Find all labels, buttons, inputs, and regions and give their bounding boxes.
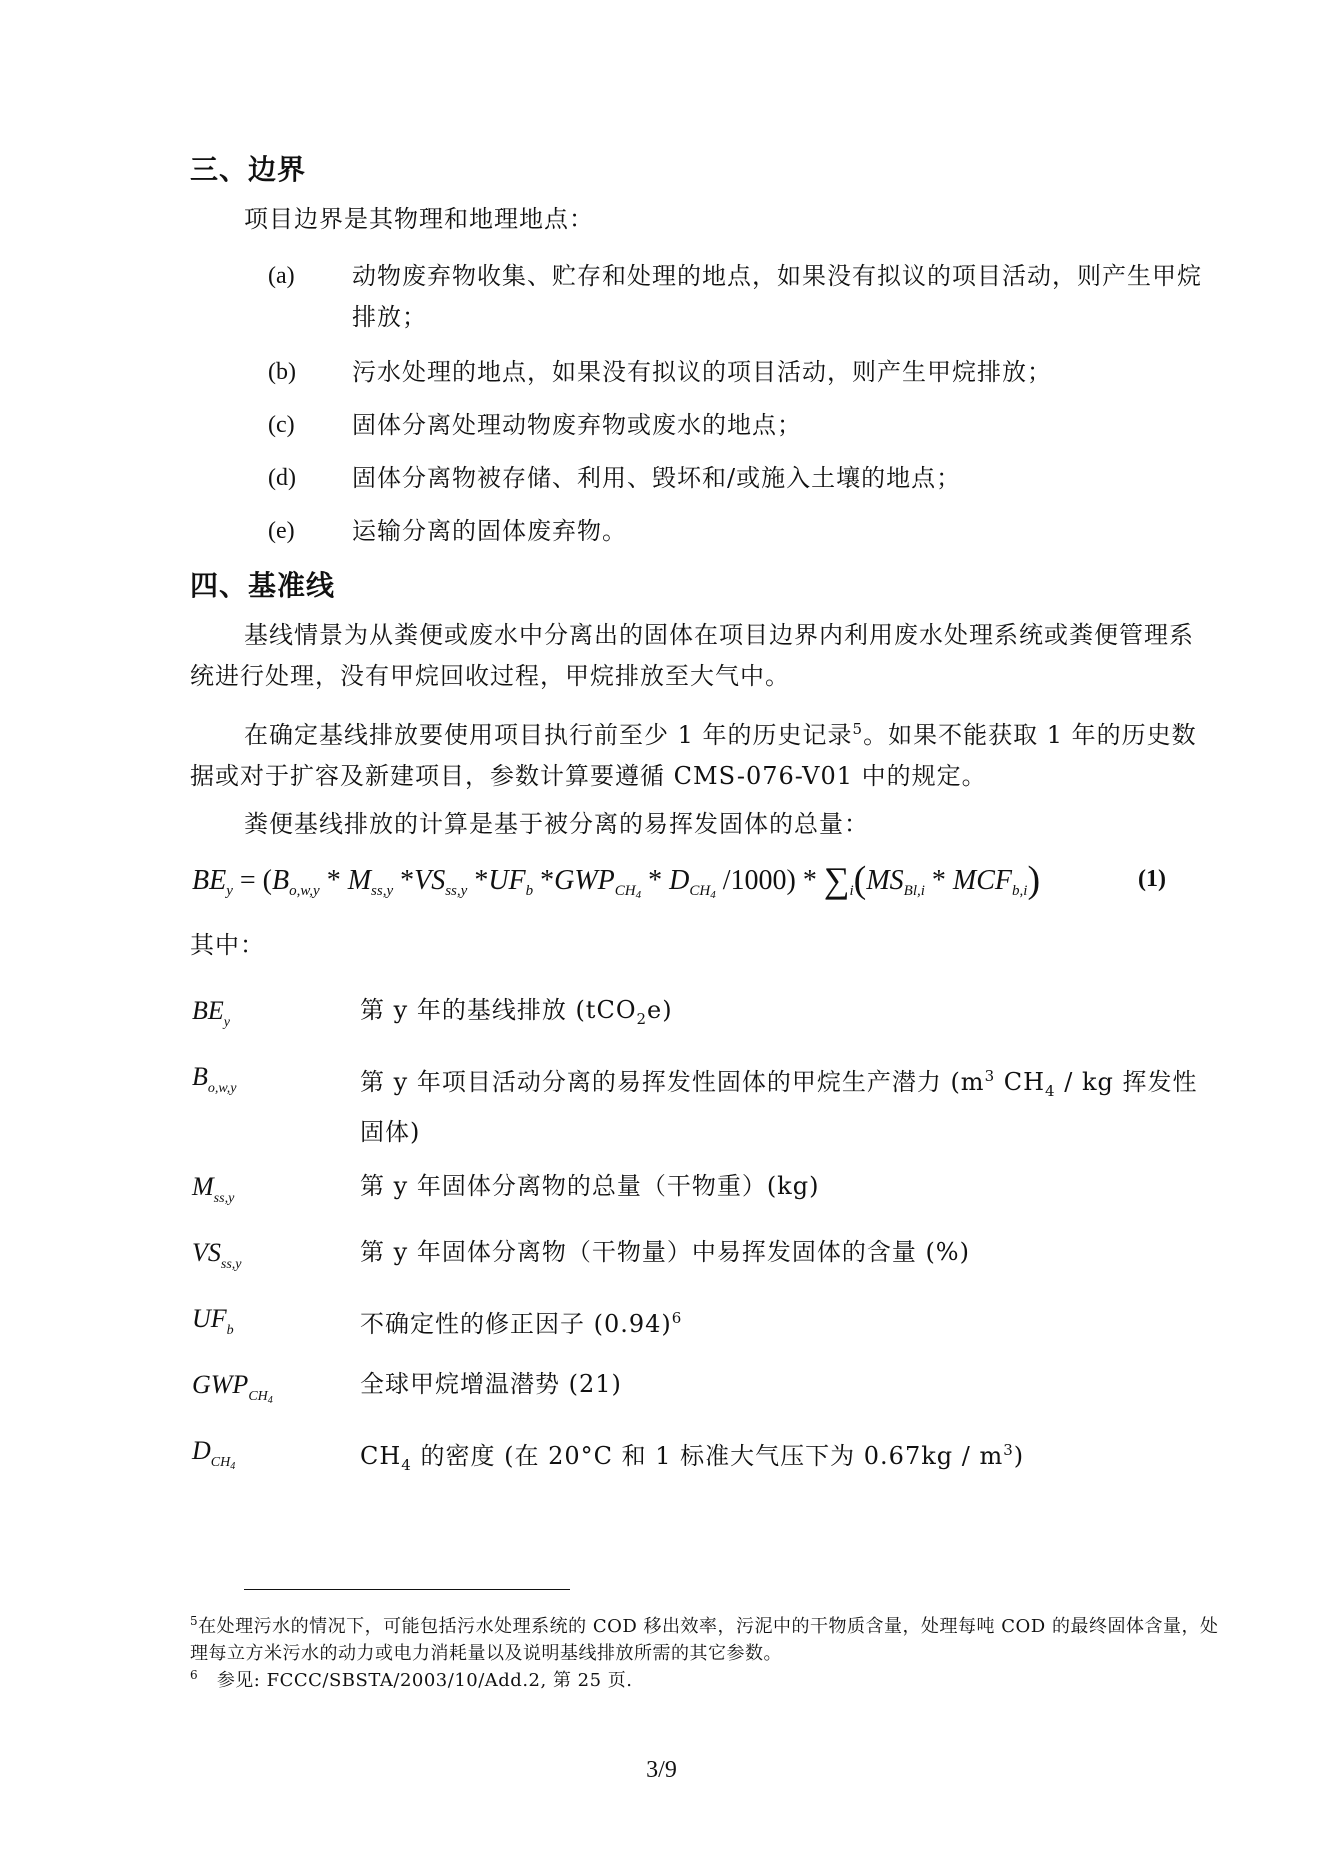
symbol-be-y: $BE_y$	[192, 996, 230, 1030]
definition-m-ssy	[192, 1166, 1222, 1207]
footnote-6	[190, 1662, 1220, 1694]
item-label: (b)	[268, 359, 296, 385]
footnote-mark: 5	[190, 1614, 199, 1628]
definition-text: $CH_4$ 的密度 (在 20°C 和 1 标准大气压下为 $0.67kg / m^3$)	[360, 1441, 1025, 1474]
item-text: 固体分离处理动物废弃物或废水的地点；	[352, 411, 802, 439]
baseline-emission-formula: $BE_y = (B_{o,w,y} * M_{ss,y}$ $*VS_{ss,y}$ $*UF_b$ $*GWP_{CH_4} * D_{CH_4}$ $/1000) * \sum_i(MS_{Bl,i} * MCF_{b,i})$	[192, 859, 1041, 901]
footnote-ref-5: 5	[852, 720, 864, 738]
paragraph-text: 在确定基线排放要使用项目执行前至少 1 年的历史记录	[244, 721, 853, 749]
where-label: 其中：	[190, 931, 265, 959]
boundary-item-c	[268, 405, 1218, 446]
boundary-item-e	[268, 511, 1218, 552]
section-heading-boundary: 三、边界	[190, 153, 307, 186]
symbol-b-owy: $B_{o,w,y}$	[192, 1062, 237, 1096]
definition-uf-b	[192, 1298, 1222, 1345]
item-text: 动物废弃物收集、贮存和处理的地点，如果没有拟议的项目活动，则产生甲烷排放；	[352, 262, 1202, 331]
boundary-intro: 项目边界是其物理和地理地点：	[244, 205, 594, 233]
boundary-item-a	[268, 256, 1218, 338]
symbol-uf-b: $UF_b$	[192, 1304, 234, 1338]
boundary-item-d	[268, 458, 1218, 499]
symbol-vs-ssy: $VS_{ss,y}$	[192, 1238, 242, 1272]
definition-text: 全球甲烷增温潜势 (21)	[360, 1370, 622, 1398]
definition-be-y	[192, 990, 1222, 1040]
baseline-paragraph-3: 粪便基线排放的计算是基于被分离的易挥发固体的总量：	[244, 810, 869, 838]
section-heading-baseline: 四、基准线	[190, 569, 336, 602]
page-number: 3/9	[646, 1757, 677, 1783]
definition-gwp-ch4	[192, 1364, 1222, 1405]
definition-b-owy	[192, 1056, 1222, 1153]
definition-text: 第 y 年固体分离物的总量（干物重）(kg)	[360, 1172, 820, 1200]
footnote-text: 参见: FCCC/SBSTA/2003/10/Add.2, 第 25 页.	[216, 1670, 633, 1691]
definition-text: 第 y 年项目活动分离的易挥发性固体的甲烷生产潜力 ($m^3$ $CH_4$ / kg 挥发性固体)	[360, 1067, 1198, 1146]
definition-vs-ssy	[192, 1232, 1222, 1273]
boundary-item-b	[268, 352, 1218, 393]
item-label: (a)	[268, 263, 295, 289]
equation-number: (1)	[1138, 866, 1166, 892]
paragraph-text: 。如果不能获取 1 年的历史数据或对于扩容及新建项目，参数计算要遵循 CMS-076-V01 中的规定。	[190, 721, 1197, 790]
baseline-paragraph-2	[190, 709, 1210, 797]
symbol-d-ch4: $D_{CH_4}$	[192, 1436, 236, 1472]
item-label: (c)	[268, 412, 295, 438]
symbol-gwp-ch4: $GWP_{CH_4}$	[192, 1370, 273, 1406]
definition-text: 不确定性的修正因子 $(0.94)^6$	[360, 1309, 683, 1338]
footnote-separator	[244, 1589, 570, 1590]
item-text: 污水处理的地点，如果没有拟议的项目活动，则产生甲烷排放；	[352, 358, 1052, 386]
footnote-mark: 6	[190, 1668, 199, 1682]
footnote-text: 在处理污水的情况下，可能包括污水处理系统的 COD 移出效率，污泥中的干物质含量，处理每吨 COD 的最终固体含量，处理每立方米污水的动力或电力消耗量以及说明基线排放所需的其它参数。	[190, 1616, 1219, 1664]
item-text: 固体分离物被存储、利用、毁坏和/或施入土壤的地点；	[352, 464, 962, 492]
item-label: (d)	[268, 465, 296, 491]
symbol-m-ssy: $M_{ss,y}$	[192, 1172, 235, 1206]
item-text: 运输分离的固体废弃物。	[352, 517, 627, 545]
item-label: (e)	[268, 518, 295, 544]
definition-d-ch4	[192, 1430, 1222, 1486]
baseline-paragraph-1: 基线情景为从粪便或废水中分离出的固体在项目边界内利用废水处理系统或粪便管理系统进行处理，没有甲烷回收过程，甲烷排放至大气中。	[190, 621, 1194, 690]
footnote-5	[190, 1608, 1220, 1667]
definition-text: 第 y 年的基线排放 (tCO$_2$e)	[360, 996, 673, 1028]
definition-text: 第 y 年固体分离物（干物量）中易挥发固体的含量 (%)	[360, 1238, 970, 1266]
